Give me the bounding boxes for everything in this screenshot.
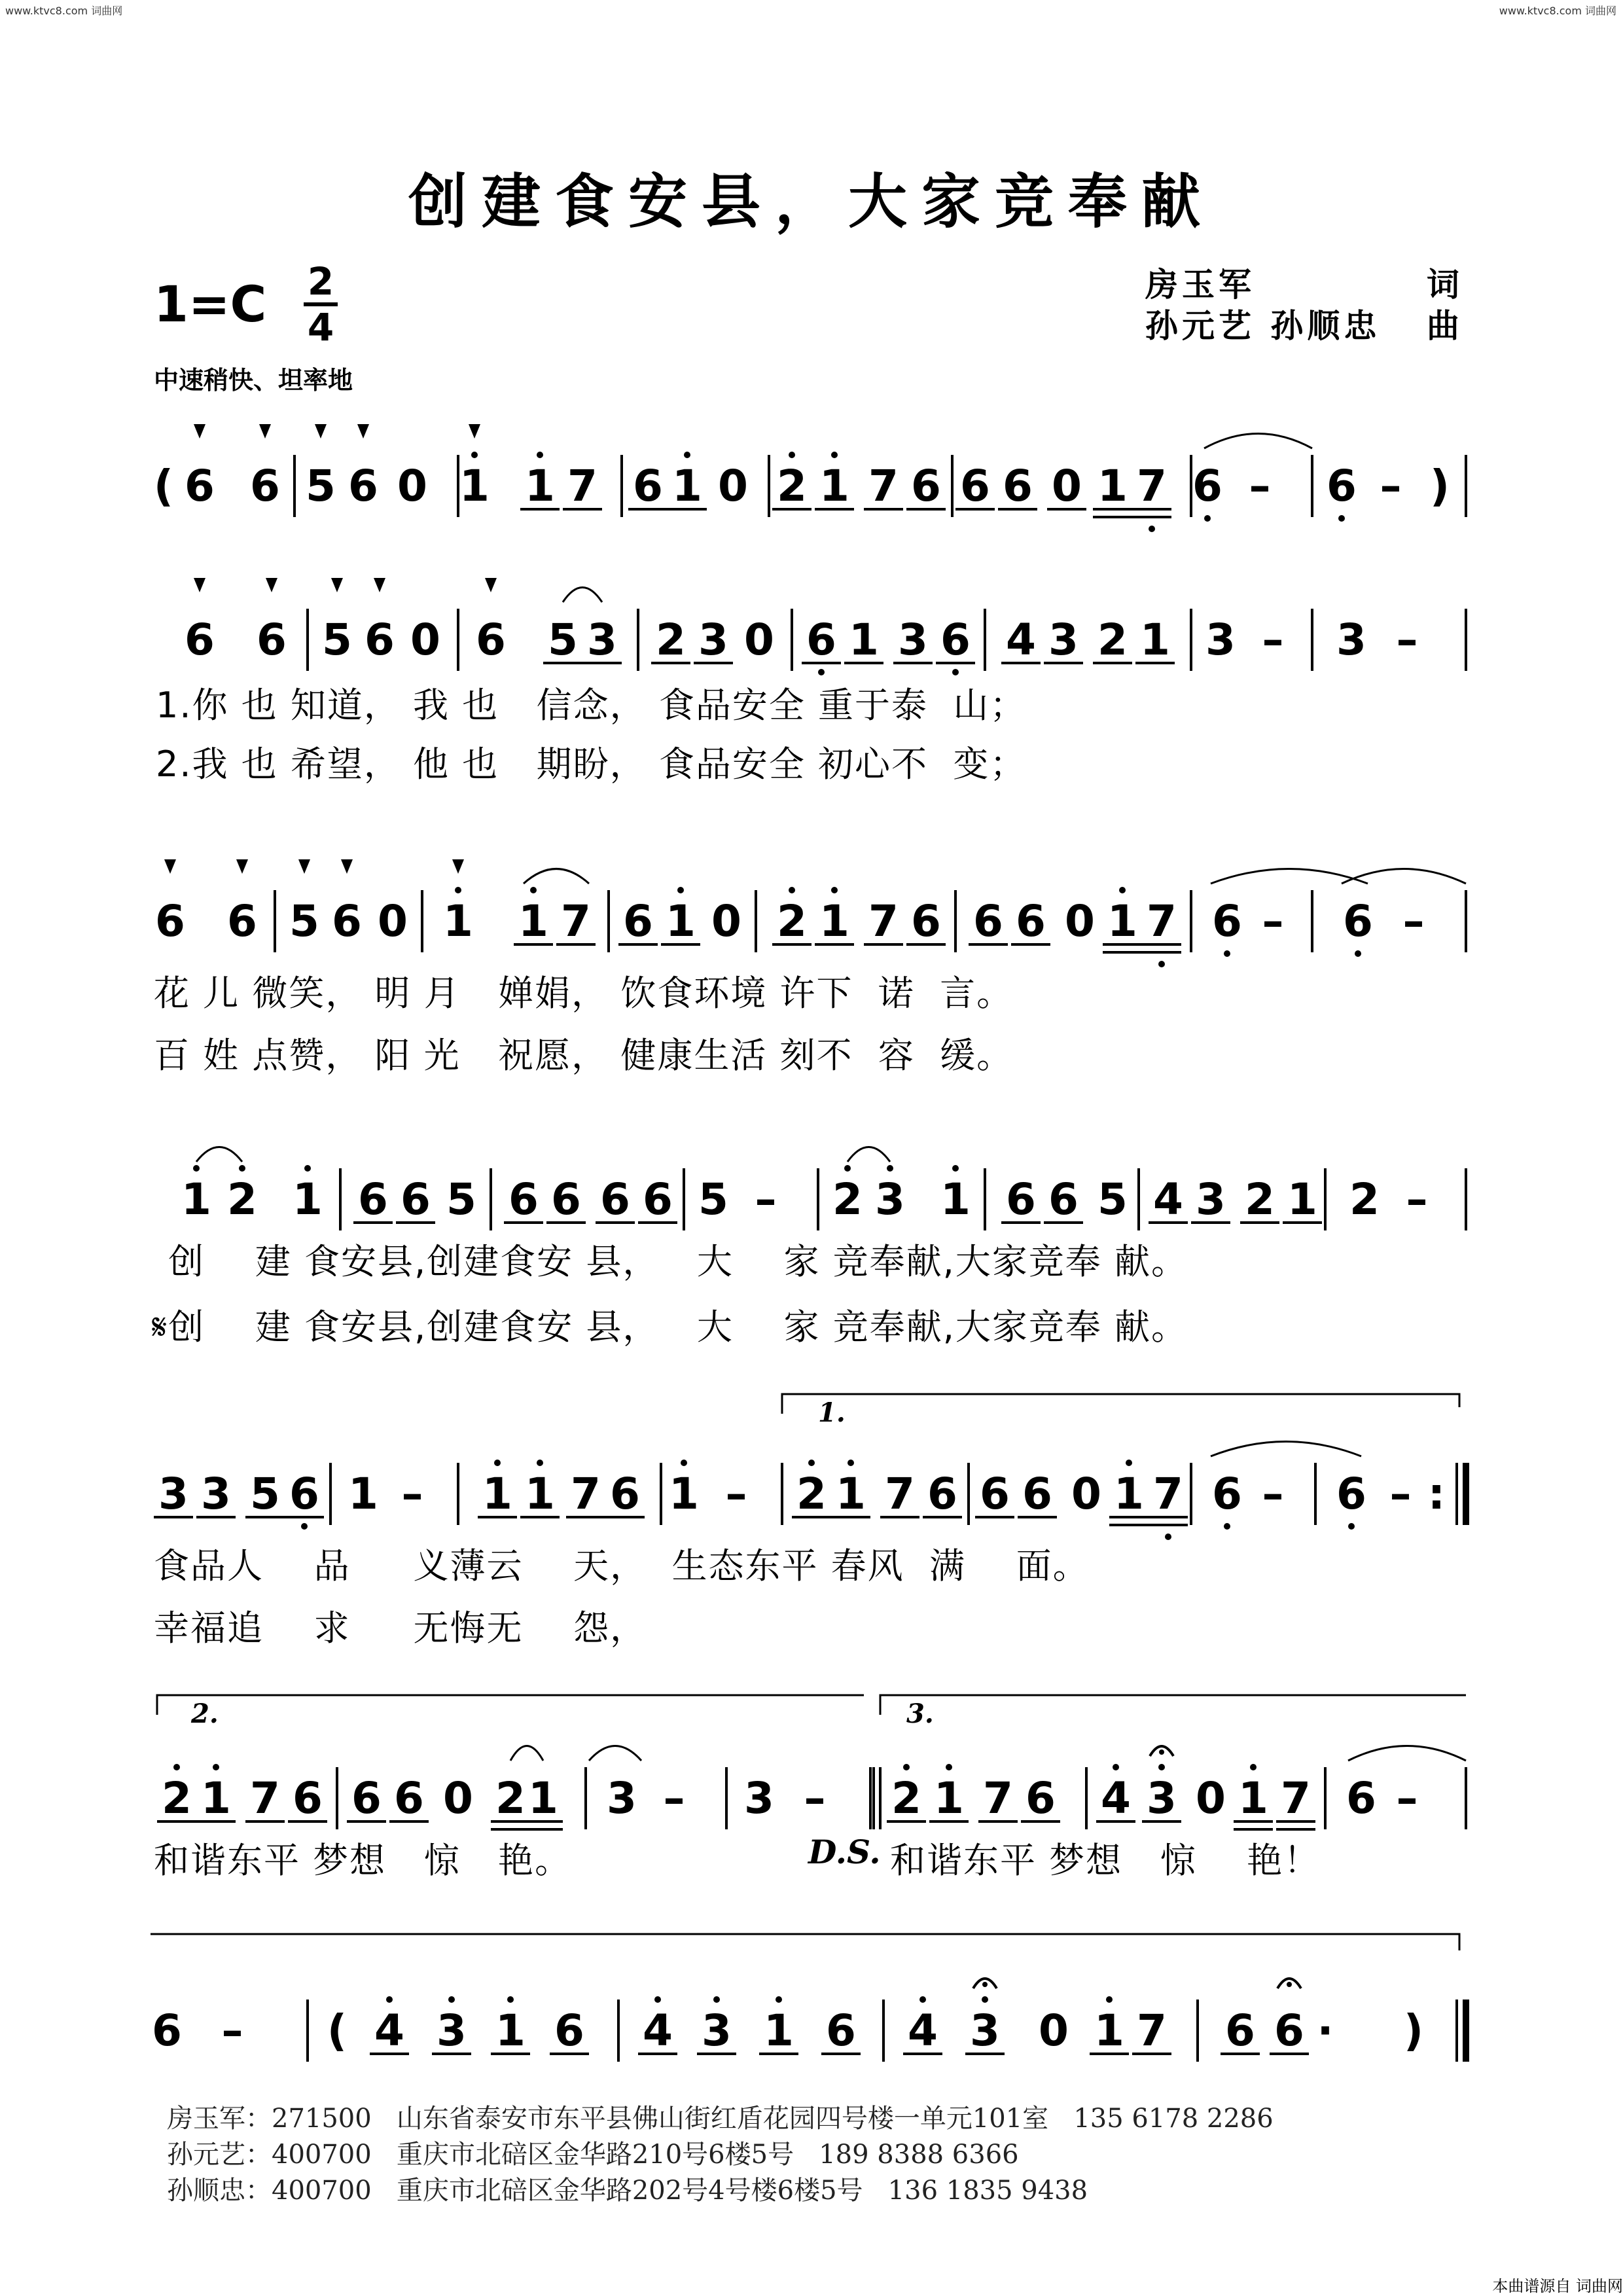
note: 6 (927, 1469, 957, 1519)
volta-bracket-3 (880, 1695, 1466, 1715)
note: 3 (1196, 1174, 1226, 1225)
note: 4 (1101, 1773, 1131, 1823)
slur (589, 1746, 641, 1761)
note: 2 (227, 1174, 257, 1225)
octave-dot-high (684, 452, 690, 458)
fermata-dot (1287, 1982, 1292, 1987)
note: 6 (332, 896, 362, 946)
note: 6 (633, 461, 663, 511)
note: 1 (764, 2005, 794, 2056)
note: 5 (250, 1469, 280, 1519)
note: ) (1403, 2005, 1424, 2056)
lyric-chorus-line1: 创 建 食安县,创建食安 县， 大 家 竞奉献,大家竞奉 献。 (156, 1241, 1188, 1282)
note: 6 (293, 1773, 323, 1823)
note: · (1317, 2005, 1334, 2056)
note: 2 (777, 896, 807, 946)
volta-bracket-2 (157, 1695, 864, 1715)
note: 1 (672, 461, 702, 511)
note: 1 (518, 896, 548, 946)
octave-dot-high (789, 887, 795, 893)
note: 0 (1039, 2005, 1069, 2056)
note: 3 (744, 1773, 774, 1823)
note: 6 (554, 2005, 584, 2056)
note: 4 (908, 2005, 938, 2056)
octave-dot-high (677, 887, 684, 893)
lyric-chorus-line2: 𝄋创 建 食安县,创建食安 县， 大 家 竞奉献,大家竞奉 献。 (152, 1306, 1188, 1348)
note: 7 (561, 896, 591, 946)
note: 1 (1107, 896, 1137, 946)
fermata-dot (982, 1982, 988, 1987)
note: 7 (1137, 2005, 1167, 2056)
note: 5 (698, 1174, 728, 1225)
accent-mark (357, 424, 369, 439)
slur (563, 588, 602, 603)
note: – (221, 2005, 243, 2056)
note: – (1262, 896, 1284, 946)
note: – (1249, 461, 1271, 511)
note: 6 (508, 1174, 539, 1225)
note: 1 (819, 896, 849, 946)
note: 1 (443, 896, 473, 946)
volta-1-label: 1. (818, 1397, 846, 1428)
note: – (1262, 1469, 1284, 1519)
lyric-verse2-line1: 2.我 也 希望， 他 也 期盼， 食品安全 初心不 变； (156, 744, 1027, 785)
slur (524, 869, 589, 884)
note: 1 (819, 461, 849, 511)
note: – (804, 1773, 826, 1823)
note: 6 (806, 615, 836, 665)
note: 6 (227, 896, 257, 946)
slur (847, 1147, 890, 1162)
octave-dot-high (847, 1460, 854, 1466)
slur (1211, 1442, 1361, 1457)
octave-dot-high (213, 1764, 219, 1770)
octave-dot-high (654, 1996, 661, 2003)
octave-dot-low (1204, 515, 1211, 522)
contact-composer-1: 孙元艺：400700 重庆市北碚区金华路210号6楼5号 189 8388 6366 (167, 2140, 1019, 2170)
note: 0 (443, 1773, 473, 1823)
note: 2 (1349, 1174, 1380, 1225)
note: 3 (1336, 615, 1366, 665)
octave-dot-high (1106, 1996, 1113, 2003)
octave-dot-low (1348, 1523, 1355, 1530)
octave-dot-high (448, 1996, 455, 2003)
note: 1 (1097, 461, 1128, 511)
note: – (1380, 461, 1402, 511)
note: 6 (365, 615, 395, 665)
octave-dot-high (681, 1460, 687, 1466)
note: 4 (1006, 615, 1036, 665)
octave-dot-high (1113, 1764, 1119, 1770)
note: 1 (348, 1469, 378, 1519)
note: 6 (600, 1174, 630, 1225)
note: 1 (181, 1174, 211, 1225)
octave-dot-low (1338, 515, 1345, 522)
note: 6 (623, 896, 653, 946)
note: – (1402, 896, 1425, 946)
octave-dot-high (903, 1764, 910, 1770)
lyric-verse2-line2: 百 姓 点赞， 阳 光 祝愿， 健康生活 刻不 容 缓。 (154, 1035, 1014, 1076)
note: 3 (587, 615, 617, 665)
key-signature: 1=C (154, 275, 267, 333)
note: – (1262, 615, 1284, 665)
note: ) (1429, 461, 1450, 511)
note: 2 (495, 1773, 526, 1823)
note: 6 (257, 615, 287, 665)
time-signature-top: 2 (307, 259, 334, 304)
note: 6 (551, 1174, 581, 1225)
note: 6 (826, 2005, 856, 2056)
note: 2 (162, 1773, 192, 1823)
note: – (725, 1469, 747, 1519)
note: 1 (669, 1469, 699, 1519)
note: 6 (1016, 896, 1046, 946)
note: – (755, 1174, 777, 1225)
note: 6 (1346, 1773, 1376, 1823)
note: 3 (158, 1469, 188, 1519)
accent-mark (374, 578, 385, 592)
lyric-ending2: 和谐东平 梦想 惊 艳。 (154, 1840, 572, 1881)
note: 3 (970, 2005, 1000, 2056)
octave-dot-high (507, 1996, 514, 2003)
octave-dot-high (919, 1996, 926, 2003)
note: 5 (306, 461, 336, 511)
note: 2 (891, 1773, 921, 1823)
octave-dot-high (537, 1460, 543, 1466)
note: 6 (155, 896, 185, 946)
note: 6 (1343, 896, 1373, 946)
note: 6 (348, 461, 378, 511)
note: 6 (960, 461, 990, 511)
note: 4 (1153, 1174, 1183, 1225)
note: 6 (185, 615, 215, 665)
note: 3 (1205, 615, 1236, 665)
note: 1 (849, 615, 879, 665)
accent-mark (236, 859, 248, 874)
octave-dot-high (1119, 887, 1126, 893)
slur (196, 1147, 242, 1162)
octave-dot-high (173, 1764, 180, 1770)
octave-dot-high (946, 1764, 952, 1770)
octave-dot-low (1224, 1523, 1230, 1530)
note: 0 (378, 896, 408, 946)
accent-mark (164, 859, 176, 874)
note: 7 (1281, 1773, 1311, 1823)
note: 6 (911, 896, 941, 946)
note: 3 (201, 1469, 231, 1519)
note: 7 (1153, 1469, 1183, 1519)
footer-source (1492, 2273, 1623, 2296)
note: 2 (1097, 615, 1128, 665)
accent-mark (298, 859, 310, 874)
note: 1 (525, 1469, 555, 1519)
accent-mark (315, 424, 327, 439)
note: 0 (1196, 1773, 1226, 1823)
note: 2 (832, 1174, 863, 1225)
octave-dot-high (304, 1165, 311, 1172)
octave-dot-high (494, 1460, 501, 1466)
octave-dot-high (887, 1165, 893, 1172)
lyric-verse1-line2: 花 儿 微笑， 明 月 婵娟， 饮食环境 许下 诺 言。 (154, 973, 1014, 1014)
slur (1348, 1746, 1466, 1761)
octave-dot-high (831, 887, 838, 893)
note: 0 (410, 615, 440, 665)
octave-dot-low (301, 1523, 308, 1530)
note: 6 (476, 615, 506, 665)
note: 6 (1212, 1469, 1242, 1519)
note: 0 (1052, 461, 1082, 511)
note: 1 (482, 1469, 512, 1519)
note: 2 (796, 1469, 827, 1519)
note: 6 (394, 1773, 424, 1823)
note: 6 (1006, 1174, 1036, 1225)
accent-mark (259, 424, 271, 439)
octave-dot-high (530, 887, 537, 893)
note: 0 (397, 461, 427, 511)
composers: 孙元艺 孙顺忠 (1145, 307, 1381, 345)
fermata-dot (1159, 1749, 1164, 1755)
contact-composer-2: 孙顺忠：400700 重庆市北碚区金华路202号4号楼6楼5号 136 1835 9438 (167, 2176, 1088, 2206)
octave-dot-high (844, 1165, 851, 1172)
note: 3 (607, 1773, 637, 1823)
note: 6 (1048, 1174, 1079, 1225)
accent-mark (194, 424, 205, 439)
note: 1 (1238, 1773, 1268, 1823)
tempo-marking: 中速稍快、坦率地 (154, 366, 353, 395)
note: 6 (1327, 461, 1357, 511)
time-signature-bottom: 4 (307, 305, 334, 350)
note: 6 (185, 461, 215, 511)
note: 3 (898, 615, 928, 665)
octave-dot-high (471, 452, 478, 458)
note: 6 (1212, 896, 1242, 946)
octave-dot-low (1165, 1534, 1171, 1540)
note: 1 (1287, 1174, 1317, 1225)
octave-dot-high (537, 452, 543, 458)
octave-dot-low (1158, 961, 1165, 967)
accent-mark (194, 578, 205, 592)
note: 1 (836, 1469, 866, 1519)
note: 6 (911, 461, 941, 511)
note: 1 (666, 896, 696, 946)
octave-dot-high (1126, 1460, 1132, 1466)
note: 6 (980, 1469, 1010, 1519)
note: 6 (1192, 461, 1222, 511)
volta-3-label: 3. (906, 1698, 934, 1729)
note: 0 (718, 461, 748, 511)
octave-dot-low (1224, 950, 1230, 957)
note: 0 (1065, 896, 1095, 946)
note: 0 (711, 896, 741, 946)
note: 5 (548, 615, 578, 665)
note: 4 (374, 2005, 404, 2056)
note: 7 (567, 461, 597, 511)
octave-dot-high (808, 1460, 815, 1466)
volta-2-label: 2. (191, 1698, 219, 1729)
note: : (1427, 1469, 1446, 1519)
note: 1 (1114, 1469, 1144, 1519)
note: 2 (656, 615, 686, 665)
octave-dot-high (1158, 1764, 1165, 1770)
note: – (1396, 615, 1418, 665)
note: 5 (1097, 1174, 1128, 1225)
lyric-verse1-line1: 1.你 也 知道， 我 也 信念， 食品安全 重于泰 山； (156, 685, 1027, 726)
note: 7 (868, 896, 899, 946)
accent-mark (341, 859, 353, 874)
song-title: 创建食安县，大家竞奉献 (408, 167, 1215, 236)
octave-dot-high (776, 1996, 782, 2003)
note: – (663, 1773, 685, 1823)
note: 6 (1336, 1469, 1366, 1519)
contact-lyricist: 房玉军：271500 山东省泰安市东平县佛山街红盾花园四号楼一单元101室 135 6178 2286 (167, 2104, 1274, 2134)
note: – (1396, 1773, 1418, 1823)
note: 3 (698, 615, 728, 665)
octave-dot-high (982, 1996, 988, 2003)
note: 3 (702, 2005, 732, 2056)
note: ( (153, 461, 174, 511)
lyric-ending3: 和谐东平 梦想 惊 艳！ (890, 1840, 1321, 1881)
lyric-bridge-line2: 幸福追 求 无悔无 怨， (154, 1607, 647, 1649)
note: 3 (1147, 1773, 1177, 1823)
note: 7 (571, 1469, 601, 1519)
note: – (1389, 1469, 1412, 1519)
lyricist-role: 词 (1427, 266, 1463, 304)
note: 6 (351, 1773, 382, 1823)
note: 6 (152, 2005, 182, 2056)
octave-dot-high (952, 1165, 959, 1172)
note: 1 (528, 1773, 558, 1823)
lyricist: 房玉军 (1145, 266, 1255, 304)
note: 3 (1048, 615, 1079, 665)
site-watermark-left[interactable]: www.ktvc8.com 词曲网 (5, 5, 123, 17)
octave-dot-high (386, 1996, 393, 2003)
note: 1 (1140, 615, 1170, 665)
octave-dot-high (455, 887, 461, 893)
volta-bracket-continue (151, 1934, 1459, 1950)
note: 6 (973, 896, 1003, 946)
octave-dot-high (713, 1996, 720, 2003)
note: 1 (201, 1773, 231, 1823)
note: – (401, 1469, 423, 1519)
note: 6 (1225, 2005, 1255, 2056)
note: 6 (358, 1174, 388, 1225)
note: 6 (940, 615, 971, 665)
note: 1 (293, 1174, 323, 1225)
octave-dot-high (789, 452, 795, 458)
octave-dot-low (818, 669, 825, 675)
note: 5 (446, 1174, 476, 1225)
note: 6 (1022, 1469, 1052, 1519)
octave-dot-high (239, 1165, 245, 1172)
note: 1 (934, 1773, 964, 1823)
note: 2 (777, 461, 807, 511)
octave-dot-low (1355, 950, 1361, 957)
note: 7 (1147, 896, 1177, 946)
note: 5 (322, 615, 352, 665)
note: 7 (1137, 461, 1167, 511)
slur (1204, 434, 1312, 449)
accent-mark (331, 578, 343, 592)
note: 7 (250, 1773, 280, 1823)
note: 4 (643, 2005, 673, 2056)
octave-dot-high (831, 452, 838, 458)
note: 2 (1245, 1174, 1275, 1225)
note: 6 (289, 1469, 319, 1519)
note: 7 (885, 1469, 915, 1519)
ds-marking: D.S. (808, 1833, 881, 1871)
volta-bracket-1 (782, 1394, 1459, 1414)
note: 6 (610, 1469, 640, 1519)
note: 6 (1274, 2005, 1304, 2056)
slur (510, 1746, 543, 1761)
note: 7 (983, 1773, 1013, 1823)
accent-mark (469, 424, 480, 439)
octave-dot-low (952, 669, 959, 675)
note: 1 (495, 2005, 526, 2056)
note: 0 (744, 615, 774, 665)
octave-dot-low (1149, 526, 1155, 532)
note: 6 (401, 1174, 431, 1225)
accent-mark (485, 578, 497, 592)
note: 6 (250, 461, 280, 511)
note: 6 (643, 1174, 673, 1225)
footer-source-text: 本曲谱源自 词曲网 (1492, 2277, 1623, 2295)
accent-mark (266, 578, 277, 592)
note: 7 (868, 461, 899, 511)
note: 0 (1071, 1469, 1101, 1519)
note: ( (327, 2005, 348, 2056)
note: 3 (437, 2005, 467, 2056)
octave-dot-high (1250, 1764, 1257, 1770)
note: 1 (940, 1174, 971, 1225)
note: 1 (459, 461, 490, 511)
note: 1 (525, 461, 555, 511)
octave-dot-high (193, 1165, 200, 1172)
note: 6 (1026, 1773, 1056, 1823)
site-watermark-right[interactable]: www.ktvc8.com 词曲网 (1499, 5, 1616, 17)
lyric-bridge-line1: 食品人 品 义薄云 天， 生态东平 春风 满 面。 (154, 1545, 1090, 1587)
note: 6 (1003, 461, 1033, 511)
note: 3 (875, 1174, 905, 1225)
note: – (1406, 1174, 1428, 1225)
note: 5 (289, 896, 319, 946)
composer-role: 曲 (1427, 307, 1463, 345)
note: 1 (1094, 2005, 1124, 2056)
accent-mark (452, 859, 464, 874)
